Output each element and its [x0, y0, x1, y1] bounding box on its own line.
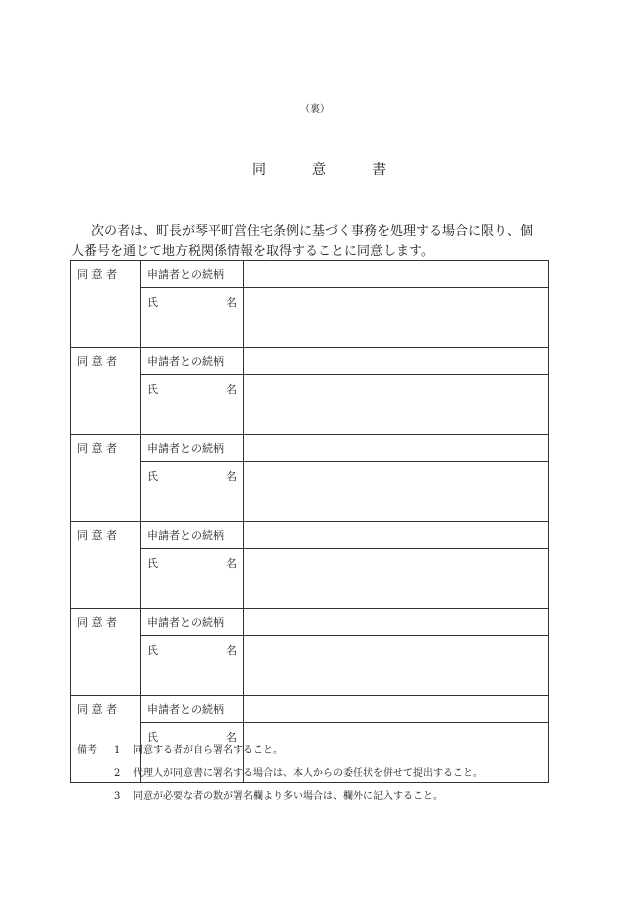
name-field[interactable] — [244, 636, 549, 696]
note-number: 3 — [114, 791, 121, 802]
name-field[interactable] — [244, 549, 549, 609]
consenter-label-cell — [71, 435, 141, 522]
name-label-cell — [141, 375, 244, 435]
title-char-3: 書 — [372, 162, 386, 178]
consent-statement-line-2: 人番号を通じて地方税関係情報を取得することに同意します。 — [71, 244, 434, 259]
relation-label: 申請者との続柄 — [147, 355, 224, 368]
relation-field[interactable] — [244, 609, 549, 636]
name-label-given: 名 — [226, 470, 237, 483]
name-field[interactable] — [244, 462, 549, 522]
relation-field[interactable] — [244, 522, 549, 549]
relation-label-cell — [141, 435, 244, 462]
consenter-label-cell — [71, 348, 141, 435]
notes-heading: 備考 — [77, 745, 97, 756]
consenter-label: 同 意 者 — [77, 268, 117, 281]
consenter-relation-row — [71, 609, 549, 636]
relation-field[interactable] — [244, 435, 549, 462]
name-label-surname: 氏 — [147, 383, 158, 396]
name-label-cell — [141, 549, 244, 609]
note-text: 同意する者が自ら署名すること。 — [133, 745, 283, 756]
relation-label-cell — [141, 696, 244, 723]
consenter-relation-row — [71, 696, 549, 723]
note-number: 2 — [114, 768, 121, 779]
name-label-given: 名 — [226, 296, 237, 309]
consent-table — [70, 260, 549, 783]
name-label-cell — [141, 462, 244, 522]
consent-statement-line-1: 次の者は、町長が琴平町営住宅条例に基づく事務を処理する場合に限り、個 — [91, 224, 534, 239]
relation-label: 申請者との続柄 — [147, 616, 224, 629]
relation-field[interactable] — [244, 261, 549, 288]
title-char-2: 意 — [312, 162, 326, 178]
consenter-name-row — [71, 549, 549, 609]
consenter-name-row — [71, 462, 549, 522]
name-label-given: 名 — [226, 731, 237, 744]
name-label-given: 名 — [226, 557, 237, 570]
name-label — [147, 555, 237, 571]
name-label — [147, 381, 237, 397]
document-title — [252, 159, 386, 179]
relation-label: 申請者との続柄 — [147, 268, 224, 281]
consenter-label: 同 意 者 — [77, 616, 117, 629]
name-label-surname: 氏 — [147, 731, 158, 744]
consenter-label: 同 意 者 — [77, 703, 117, 716]
name-field[interactable] — [244, 375, 549, 435]
note-number: 1 — [114, 745, 121, 756]
name-label-given: 名 — [226, 383, 237, 396]
consenter-label-cell — [71, 261, 141, 348]
relation-label-cell — [141, 261, 244, 288]
relation-field[interactable] — [244, 348, 549, 375]
name-label-given: 名 — [226, 644, 237, 657]
consenter-name-row — [71, 288, 549, 348]
relation-label: 申請者との続柄 — [147, 442, 224, 455]
consenter-relation-row — [71, 435, 549, 462]
relation-label: 申請者との続柄 — [147, 529, 224, 542]
consenter-relation-row — [71, 348, 549, 375]
name-label-surname: 氏 — [147, 296, 158, 309]
consenter-label: 同 意 者 — [77, 442, 117, 455]
page-side-label: （裏） — [300, 104, 330, 115]
relation-field[interactable] — [244, 696, 549, 723]
name-label — [147, 642, 237, 658]
consenter-label-cell — [71, 696, 141, 783]
consenter-label-cell — [71, 522, 141, 609]
relation-label: 申請者との続柄 — [147, 703, 224, 716]
note-text: 同意が必要な者の数が署名欄より多い場合は、欄外に記入すること。 — [133, 791, 443, 802]
note-text: 代理人が同意書に署名する場合は、本人からの委任状を併せて提出すること。 — [133, 768, 483, 779]
consenter-label-cell — [71, 609, 141, 696]
relation-label-cell — [141, 609, 244, 636]
consent-statement — [71, 222, 557, 262]
name-label-cell — [141, 288, 244, 348]
consenter-name-row — [71, 375, 549, 435]
consenter-label: 同 意 者 — [77, 529, 117, 542]
name-label — [147, 729, 237, 745]
consenter-relation-row — [71, 522, 549, 549]
relation-label-cell — [141, 522, 244, 549]
consenter-name-row — [71, 636, 549, 696]
name-field[interactable] — [244, 288, 549, 348]
name-label-surname: 氏 — [147, 644, 158, 657]
consenter-label: 同 意 者 — [77, 355, 117, 368]
consenter-relation-row — [71, 261, 549, 288]
name-label-surname: 氏 — [147, 557, 158, 570]
name-label-cell — [141, 636, 244, 696]
name-label — [147, 294, 237, 310]
title-char-1: 同 — [252, 162, 266, 178]
name-label — [147, 468, 237, 484]
consent-table-body — [71, 261, 549, 783]
name-label-surname: 氏 — [147, 470, 158, 483]
relation-label-cell — [141, 348, 244, 375]
